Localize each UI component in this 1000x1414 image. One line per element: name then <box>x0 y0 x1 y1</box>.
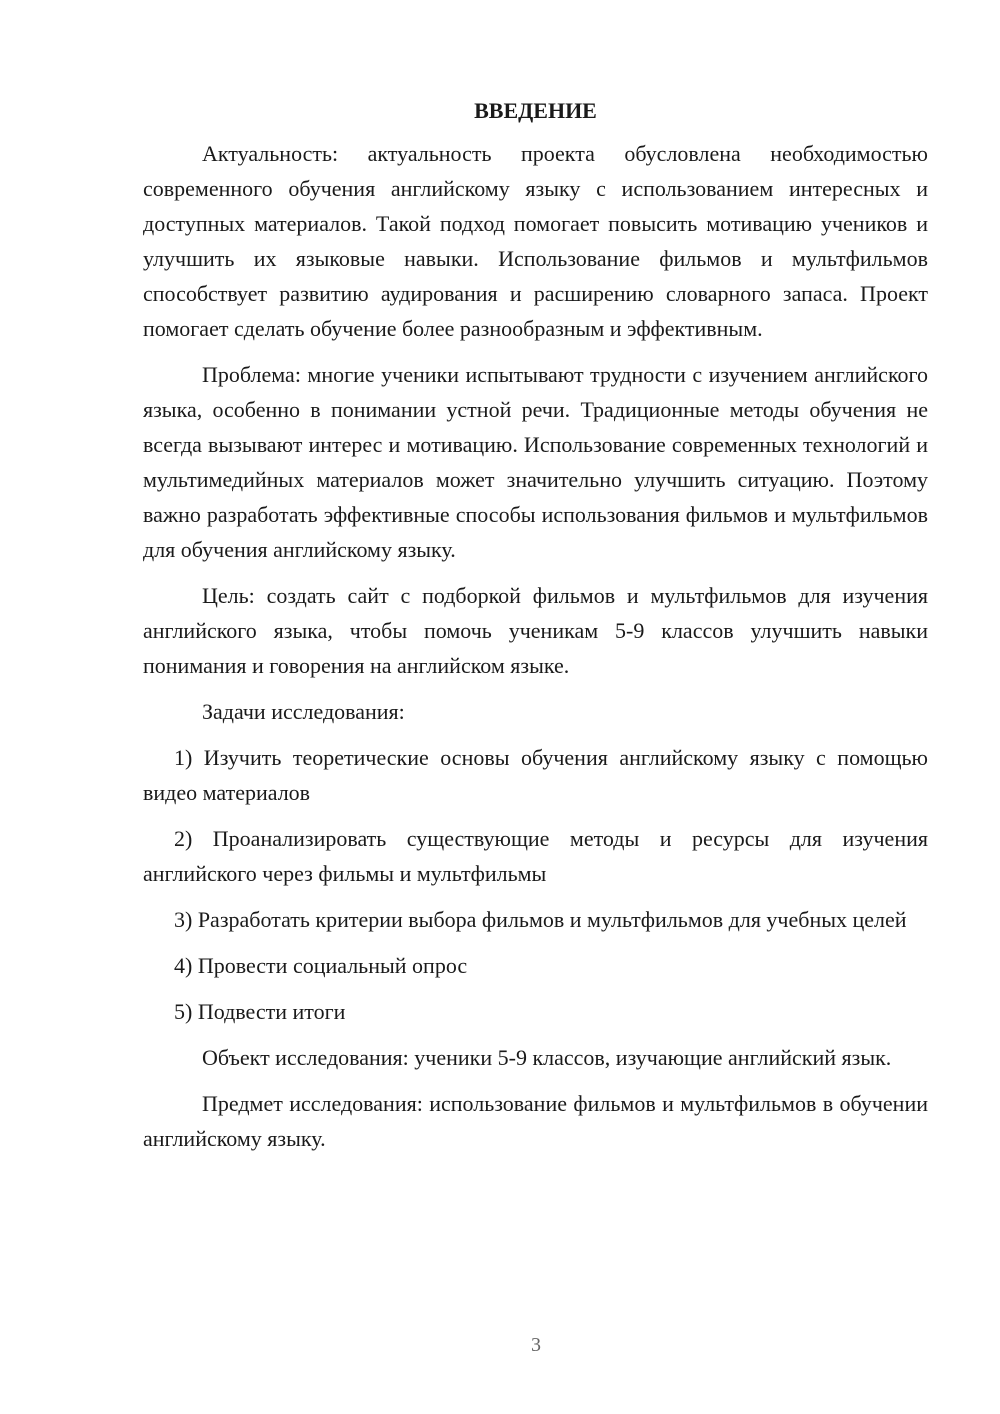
task-item: 1) Изучить теоретические основы обучения английскому языку с помощью видео материалов <box>143 745 928 805</box>
section-heading: ВВЕДЕНИЕ <box>474 98 597 123</box>
tasks-label: Задачи исследования: <box>202 699 405 724</box>
task-item: 3) Разработать критерии выбора фильмов и мультфильмов для учебных целей <box>174 907 907 932</box>
task-item: 5) Подвести итоги <box>174 999 346 1024</box>
task-item: 4) Провести социальный опрос <box>174 953 468 978</box>
subject-paragraph: Предмет исследования: использование фильмов и мультфильмов в обучении английскому языку. <box>143 1091 928 1151</box>
page-number: 3 <box>531 1334 541 1356</box>
task-item: 2) Проанализировать существующие методы и ресурсы для изучения английского через фильмы и мультфильмы <box>143 826 928 886</box>
object-paragraph: Объект исследования: ученики 5-9 классов, изучающие английский язык. <box>202 1045 892 1070</box>
goal-paragraph: Цель: создать сайт с подборкой фильмов и мультфильмов для изучения английского языка, чтобы помочь ученикам 5-9 классов улучшить навыки понимания и говорения на английском языке. <box>143 583 928 678</box>
relevance-paragraph: Актуальность: актуальность проекта обусловлена необходимостью современного обучения английскому языку с использованием интересных и доступных материалов. Такой подход помогает повысить мотивацию учеников и улучшить их языковые навыки. Использование фильмов и мультфильмов способствует развитию аудирования и расширению словарного запаса. Проект помогает сделать обучение более разнообразным и эффективным. <box>143 141 928 341</box>
page-content <box>143 96 928 1167</box>
problem-paragraph: Проблема: многие ученики испытывают трудности с изучением английского языка, особенно в понимании устной речи. Традиционные методы обучения не всегда вызывают интерес и мотивацию. Использование современных технологий и мультимедийных материалов может значительно улучшить ситуацию. Поэтому важно разработать эффективные способы использования фильмов и мультфильмов для обучения английскому языку. <box>143 362 928 562</box>
